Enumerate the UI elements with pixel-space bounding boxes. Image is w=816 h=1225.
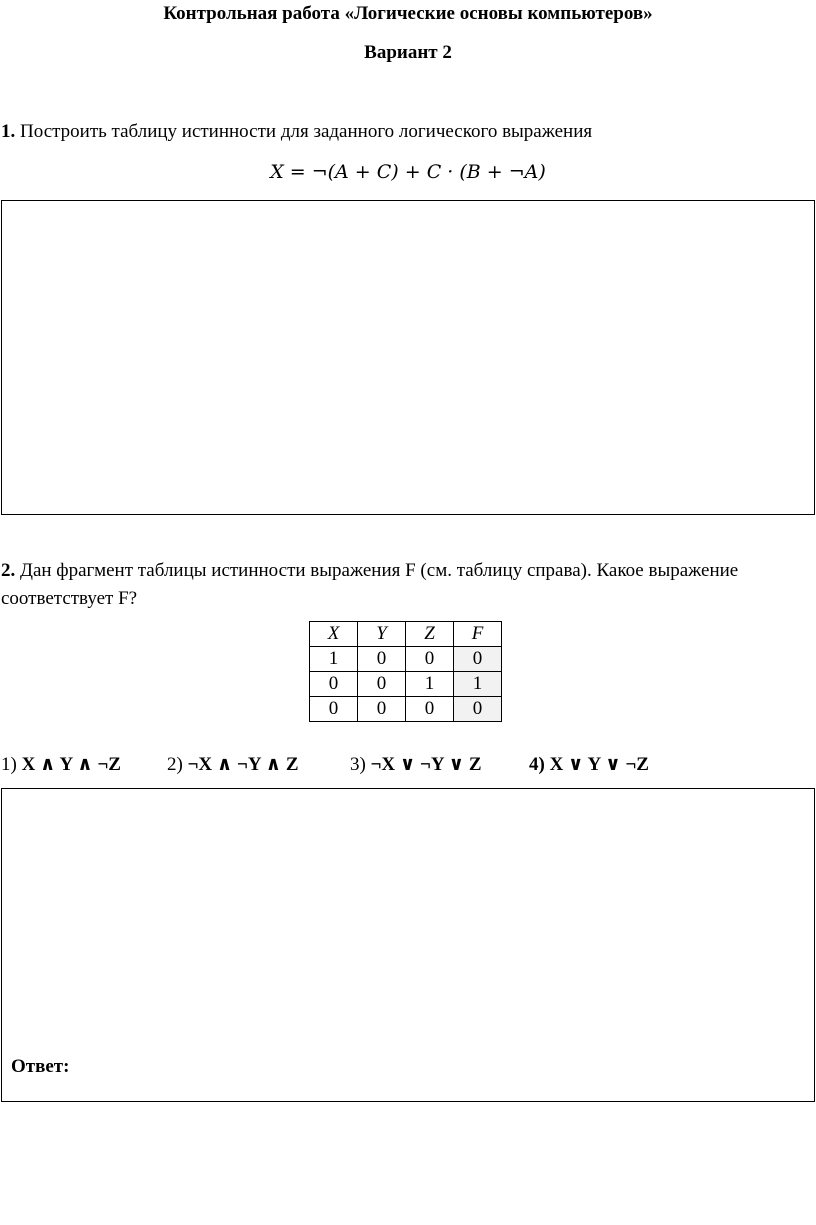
option-2-number: 2) [167,754,183,775]
truth-table-cell-f: 0 [454,697,502,722]
truth-table-header-z: Z [406,622,454,647]
option-1-number: 1) [1,754,17,775]
truth-table-row [310,647,502,672]
truth-table-cell: 1 [310,647,358,672]
option-3[interactable] [350,753,482,776]
option-1[interactable] [1,753,121,776]
truth-table-cell: 0 [358,672,406,697]
task-1-statement [1,121,592,143]
option-2[interactable] [167,753,299,776]
answer-label: Ответ: [11,1056,70,1077]
task-2-number: 2. [1,560,16,581]
option-4-number: 4) [529,754,545,775]
truth-table-header-row [310,622,502,647]
task-1-formula: X = ¬(A + C) + C · (B + ¬A) [270,161,546,183]
task-2-text: Дан фрагмент таблицы истинности выражения F (см. таблицу справа). Какое выражение соответствует F? [1,560,739,609]
truth-table-header-y: Y [358,622,406,647]
option-4[interactable] [529,753,649,776]
truth-table-cell: 0 [310,672,358,697]
truth-table-row [310,672,502,697]
option-3-expression: ¬X ∨ ¬Y ∨ Z [370,754,482,775]
truth-table-header-x: X [310,622,358,647]
option-1-expression: X ∧ Y ∧ ¬Z [21,754,121,775]
document-title: Контрольная работа «Логические основы компьютеров» [163,3,653,24]
truth-table-cell: 0 [406,647,454,672]
task-2-statement [1,557,816,613]
truth-table-cell-f: 1 [454,672,502,697]
task-1-text: Построить таблицу истинности для заданного логического выражения [15,121,593,142]
truth-table-cell: 0 [310,697,358,722]
task-1-answer-box[interactable] [1,200,815,515]
truth-table-header-f: F [454,622,502,647]
truth-table-cell: 0 [406,697,454,722]
truth-table-row [310,697,502,722]
truth-table-cell-f: 0 [454,647,502,672]
truth-table-cell: 1 [406,672,454,697]
truth-table-cell: 0 [358,697,406,722]
task-2-answer-box[interactable] [1,788,815,1102]
truth-table-cell: 0 [358,647,406,672]
option-3-number: 3) [350,754,366,775]
task-1-number: 1. [1,121,16,142]
option-4-expression: X ∨ Y ∨ ¬Z [549,754,649,775]
truth-table-fragment [309,621,502,722]
variant-heading: Вариант 2 [364,42,452,63]
option-2-expression: ¬X ∧ ¬Y ∧ Z [187,754,299,775]
